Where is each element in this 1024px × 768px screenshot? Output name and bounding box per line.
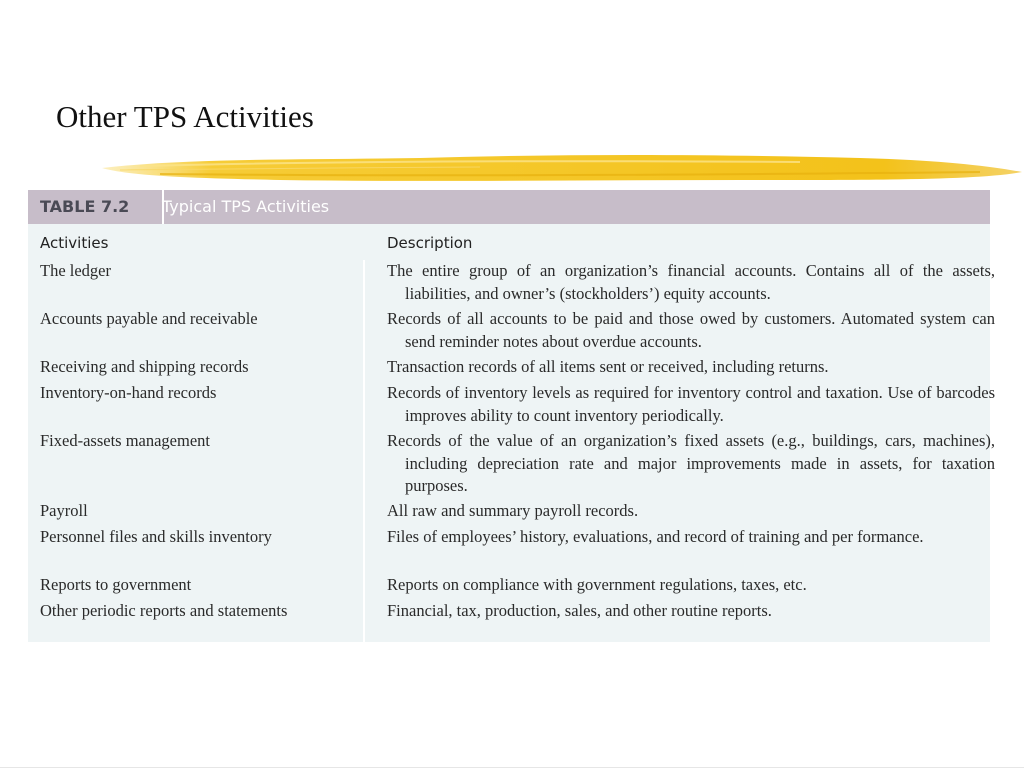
description-cell: Records of inventory levels as required for inventory control and taxation. Use of barcodes improves ability to count inventory periodically. bbox=[387, 383, 995, 425]
column-header-description: Description bbox=[387, 234, 473, 252]
activity-cell: Receiving and shipping records bbox=[40, 357, 249, 376]
description-cell: Financial, tax, production, sales, and other routine reports. bbox=[387, 601, 772, 620]
activity-cell: Reports to government bbox=[40, 575, 192, 594]
description-cell: All raw and summary payroll records. bbox=[387, 501, 639, 520]
description-cell: Files of employees’ history, evaluations, and record of training and per formance. bbox=[387, 527, 924, 546]
column-header-activities: Activities bbox=[40, 234, 109, 252]
description-cell: The entire group of an organization’s financial accounts. Contains all of the assets, liabilities, and owner’s (stockholders’) equity accounts. bbox=[387, 261, 995, 303]
table-number: TABLE 7.2 bbox=[28, 190, 164, 224]
activity-cell: Personnel files and skills inventory bbox=[40, 527, 272, 546]
slide-title: Other TPS Activities bbox=[56, 99, 314, 134]
activity-cell: The ledger bbox=[40, 261, 112, 280]
activity-cell: Accounts payable and receivable bbox=[40, 309, 258, 328]
tps-activities-table bbox=[28, 190, 995, 642]
activity-cell: Payroll bbox=[40, 501, 88, 520]
highlighter-brush-stroke bbox=[100, 146, 1024, 190]
description-cell: Records of the value of an organization’s fixed assets (e.g., buildings, cars, machines), including depreciation rate and major improvements made in assets, for taxation purposes. bbox=[387, 431, 995, 495]
description-cell: Records of all accounts to be paid and those owed by customers. Automated system can send reminder notes about overdue accounts. bbox=[387, 309, 995, 351]
description-cell: Transaction records of all items sent or received, including returns. bbox=[387, 357, 829, 376]
column-divider bbox=[363, 260, 365, 642]
activity-cell: Inventory-on-hand records bbox=[40, 383, 217, 402]
activity-cell: Other periodic reports and statements bbox=[40, 601, 288, 620]
table-caption: Typical TPS Activities bbox=[162, 197, 330, 216]
table-header-band bbox=[28, 190, 990, 224]
activity-cell: Fixed-assets management bbox=[40, 431, 210, 450]
description-cell: Reports on compliance with government regulations, taxes, etc. bbox=[387, 575, 807, 594]
